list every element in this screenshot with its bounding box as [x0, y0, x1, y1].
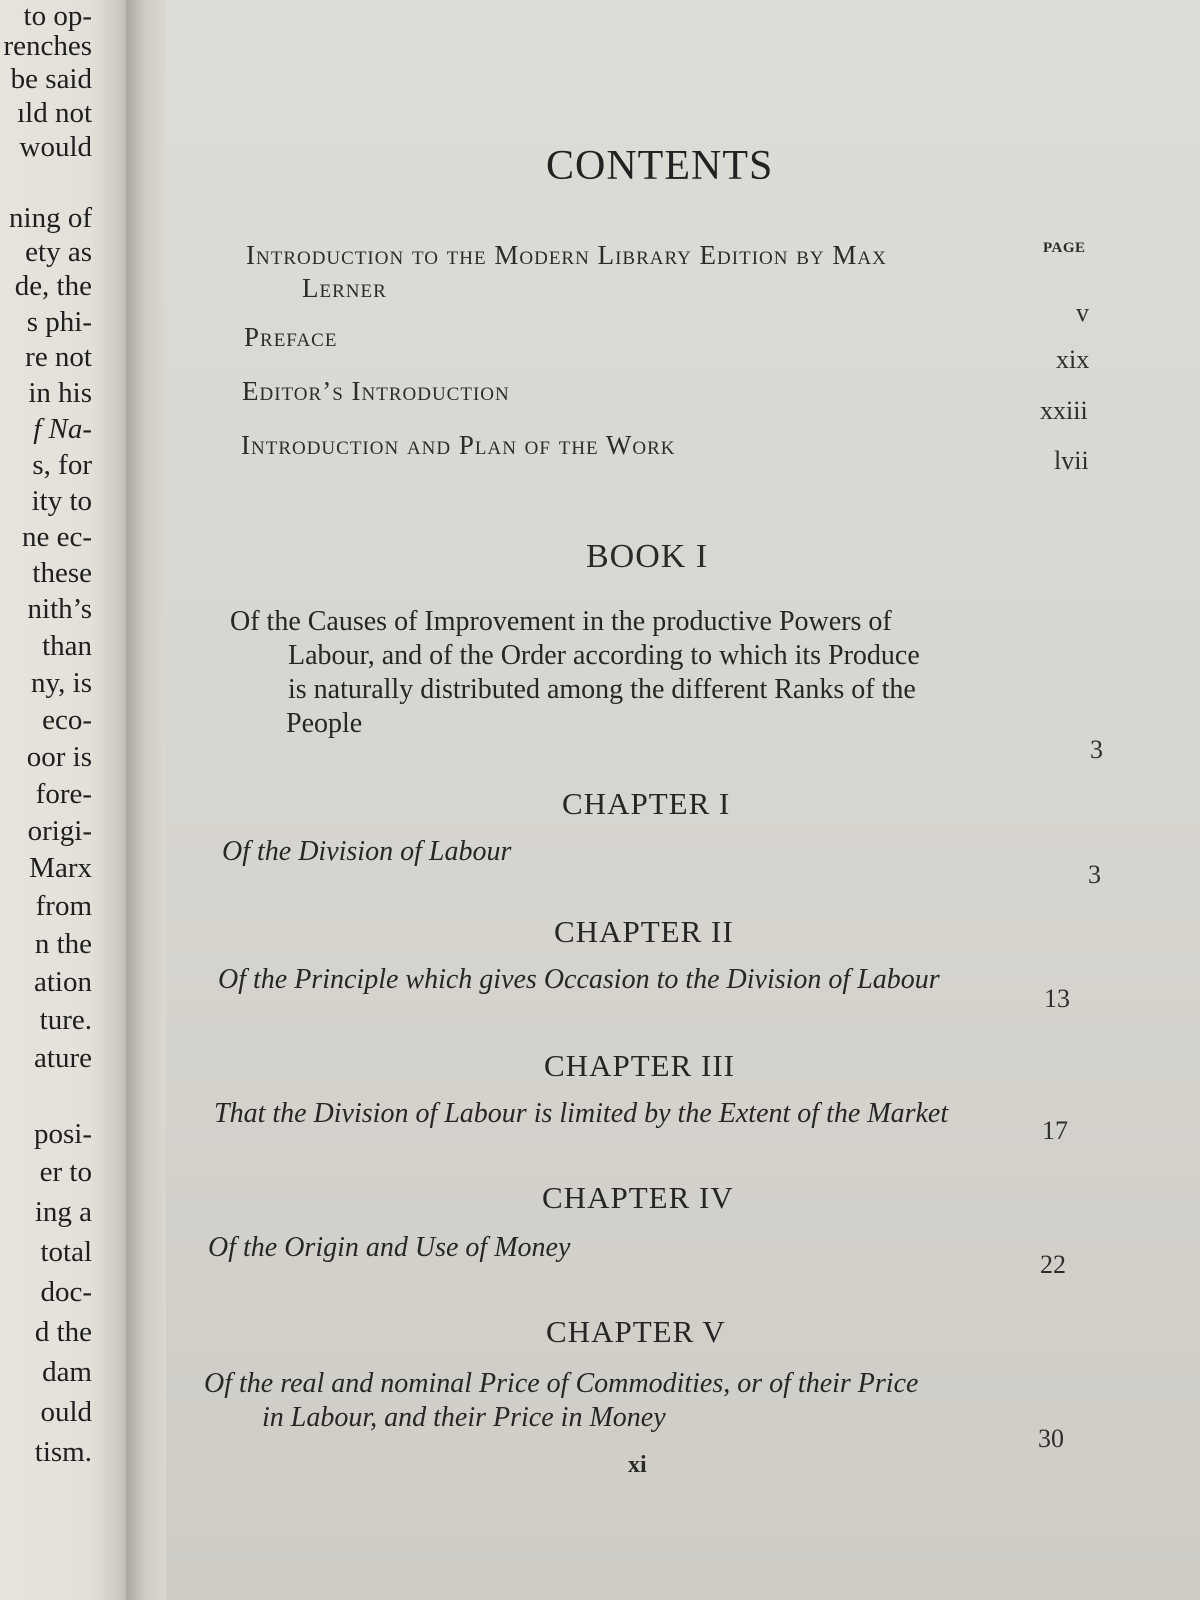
chapter-page-number: 22: [1040, 1250, 1066, 1279]
left-page-line: ould: [40, 1396, 92, 1428]
page-column-header: PAGE: [1043, 240, 1086, 256]
front-matter-page-number: xxiii: [1040, 396, 1088, 425]
front-matter-entry-title: Preface: [244, 322, 338, 352]
left-page-line: ıld not: [17, 97, 92, 129]
left-page-line: ning of: [9, 202, 92, 234]
left-page-line: eco-: [42, 704, 92, 736]
chapter-page-number: 17: [1042, 1116, 1068, 1145]
contents-title: CONTENTS: [546, 143, 774, 189]
chapter-page-number: 30: [1038, 1424, 1064, 1453]
left-page-line: re not: [25, 341, 92, 373]
left-page-line: origi-: [27, 815, 92, 847]
chapter-title: Of the real and nominal Price of Commodities, or of their Price: [204, 1368, 919, 1399]
left-page-line: oor is: [26, 741, 92, 773]
left-page-line: doc-: [40, 1276, 92, 1308]
left-page-line: than: [42, 630, 92, 662]
chapter-heading: CHAPTER II: [554, 914, 734, 949]
chapter-title: Of the Principle which gives Occasion to the Division of Labour: [218, 964, 940, 995]
page-folio: xi: [628, 1452, 647, 1478]
chapter-title-cont: in Labour, and their Price in Money: [262, 1402, 666, 1433]
contents-page: [166, 0, 1200, 1600]
left-page-line: Marx: [29, 852, 92, 884]
left-page-line: s phi-: [26, 306, 92, 338]
book-description-line: Labour, and of the Order according to which its Produce: [288, 640, 920, 671]
left-page-line: to op-: [23, 0, 92, 32]
left-page-line: renches: [3, 30, 92, 62]
chapter-title: That the Division of Labour is limited by the Extent of the Market: [214, 1098, 949, 1129]
left-page-line: from: [35, 890, 92, 922]
book-page-number: 3: [1090, 735, 1103, 764]
left-page-line: s, for: [32, 449, 92, 481]
left-page-line: ature: [34, 1042, 92, 1074]
left-page-line: would: [19, 131, 92, 163]
front-matter-entry-title: Editor’s Introduction: [242, 376, 510, 406]
front-matter-page-number: lvii: [1054, 446, 1089, 475]
front-matter-page-number: v: [1076, 298, 1089, 327]
left-page-line: be said: [10, 63, 92, 95]
left-page-line: n the: [34, 928, 92, 960]
left-page-line: dam: [42, 1356, 92, 1388]
chapter-heading: CHAPTER V: [546, 1314, 726, 1349]
book-description-line: is naturally distributed among the different Ranks of the: [288, 674, 916, 705]
left-page-line: in his: [28, 377, 92, 409]
book-heading: BOOK I: [586, 538, 709, 575]
left-page-line: these: [32, 557, 92, 589]
book-gutter: [126, 0, 170, 1600]
chapter-page-number: 3: [1088, 860, 1101, 889]
chapter-heading: CHAPTER III: [544, 1048, 735, 1083]
left-page-line: nith’s: [27, 593, 92, 625]
left-facing-page: [0, 0, 130, 1600]
left-page-line: de, the: [14, 270, 92, 302]
left-page-line: ity to: [31, 485, 92, 517]
front-matter-page-number: xix: [1056, 345, 1090, 374]
left-page-line: d the: [34, 1316, 92, 1348]
book-description-line: Of the Causes of Improvement in the productive Powers of: [230, 606, 892, 637]
left-page-line: ture.: [39, 1004, 92, 1036]
chapter-title: Of the Origin and Use of Money: [208, 1232, 571, 1263]
left-page-line: ety as: [25, 236, 92, 268]
chapter-heading: CHAPTER IV: [542, 1180, 734, 1215]
left-page-line: ne ec-: [21, 521, 92, 553]
left-page-line: fore-: [35, 778, 92, 810]
front-matter-entry-title: Introduction to the Modern Library Edition by Max: [246, 240, 887, 270]
left-page-line: posi-: [34, 1118, 92, 1150]
left-page-line: er to: [39, 1156, 92, 1188]
chapter-page-number: 13: [1044, 984, 1070, 1013]
left-page-line: f Na-: [33, 413, 92, 445]
chapter-title: Of the Division of Labour: [222, 836, 512, 867]
left-page-line: ation: [34, 966, 92, 998]
book-description-line: People: [286, 708, 363, 739]
left-page-line: ny, is: [31, 667, 92, 699]
chapter-heading: CHAPTER I: [562, 786, 731, 821]
left-page-line: tism.: [34, 1436, 92, 1468]
left-page-line: total: [40, 1236, 92, 1268]
front-matter-entry-title: Introduction and Plan of the Work: [241, 430, 676, 460]
left-page-line: ing a: [34, 1196, 92, 1228]
front-matter-entry-title-cont: Lerner: [302, 273, 387, 303]
